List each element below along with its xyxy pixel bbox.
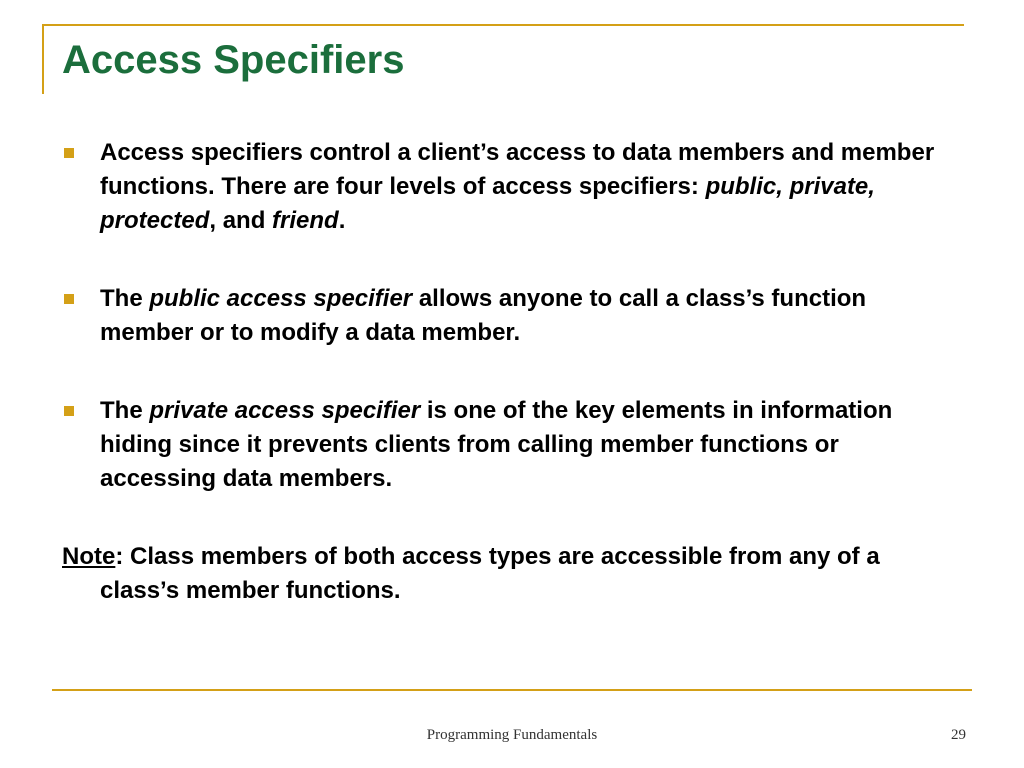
note-paragraph: [62, 540, 942, 608]
slide-title: Access Specifiers: [62, 38, 405, 82]
footer-title: Programming Fundamentals: [426, 727, 598, 743]
bullet-text: [100, 139, 934, 234]
note-text: : Class members of both access types are accessible from any of a class’s member functions.: [100, 543, 880, 604]
bullet-item: [62, 282, 942, 350]
bullet-segment: .: [338, 207, 346, 234]
bullet-segment: is one of the key elements in information hiding since it prevents clients from calling member functions or accessing data members.: [100, 397, 893, 492]
bullet-segment: allows anyone to call a class’s function member or to modify a data member.: [100, 285, 867, 346]
bullet-item: [62, 394, 942, 496]
bullet-segment: The: [100, 397, 150, 424]
bullet-segment-italic: public access specifier: [149, 285, 413, 312]
square-bullet-icon: [64, 294, 74, 304]
bullet-segment-italic: public, private, protected: [100, 173, 875, 234]
footer-divider: [52, 689, 972, 691]
bullet-text: [100, 397, 892, 492]
left-frame-line: [42, 24, 44, 94]
square-bullet-icon: [64, 406, 74, 416]
slide-body: [62, 136, 942, 608]
bullet-segment: The: [100, 285, 150, 312]
bullet-segment: Access specifiers control a client’s access to data members and member functions. There are four levels of access specifiers:: [100, 139, 935, 200]
bullet-segment: , and: [209, 207, 273, 234]
top-frame-line: [42, 24, 964, 26]
page-number: 29: [951, 727, 966, 743]
bullet-segment-italic: private access specifier: [149, 397, 421, 424]
bullet-segment-italic: friend: [272, 207, 339, 234]
square-bullet-icon: [64, 148, 74, 158]
bullet-item: [62, 136, 942, 238]
note-label: Note: [62, 543, 116, 570]
bullet-text: [100, 285, 866, 346]
